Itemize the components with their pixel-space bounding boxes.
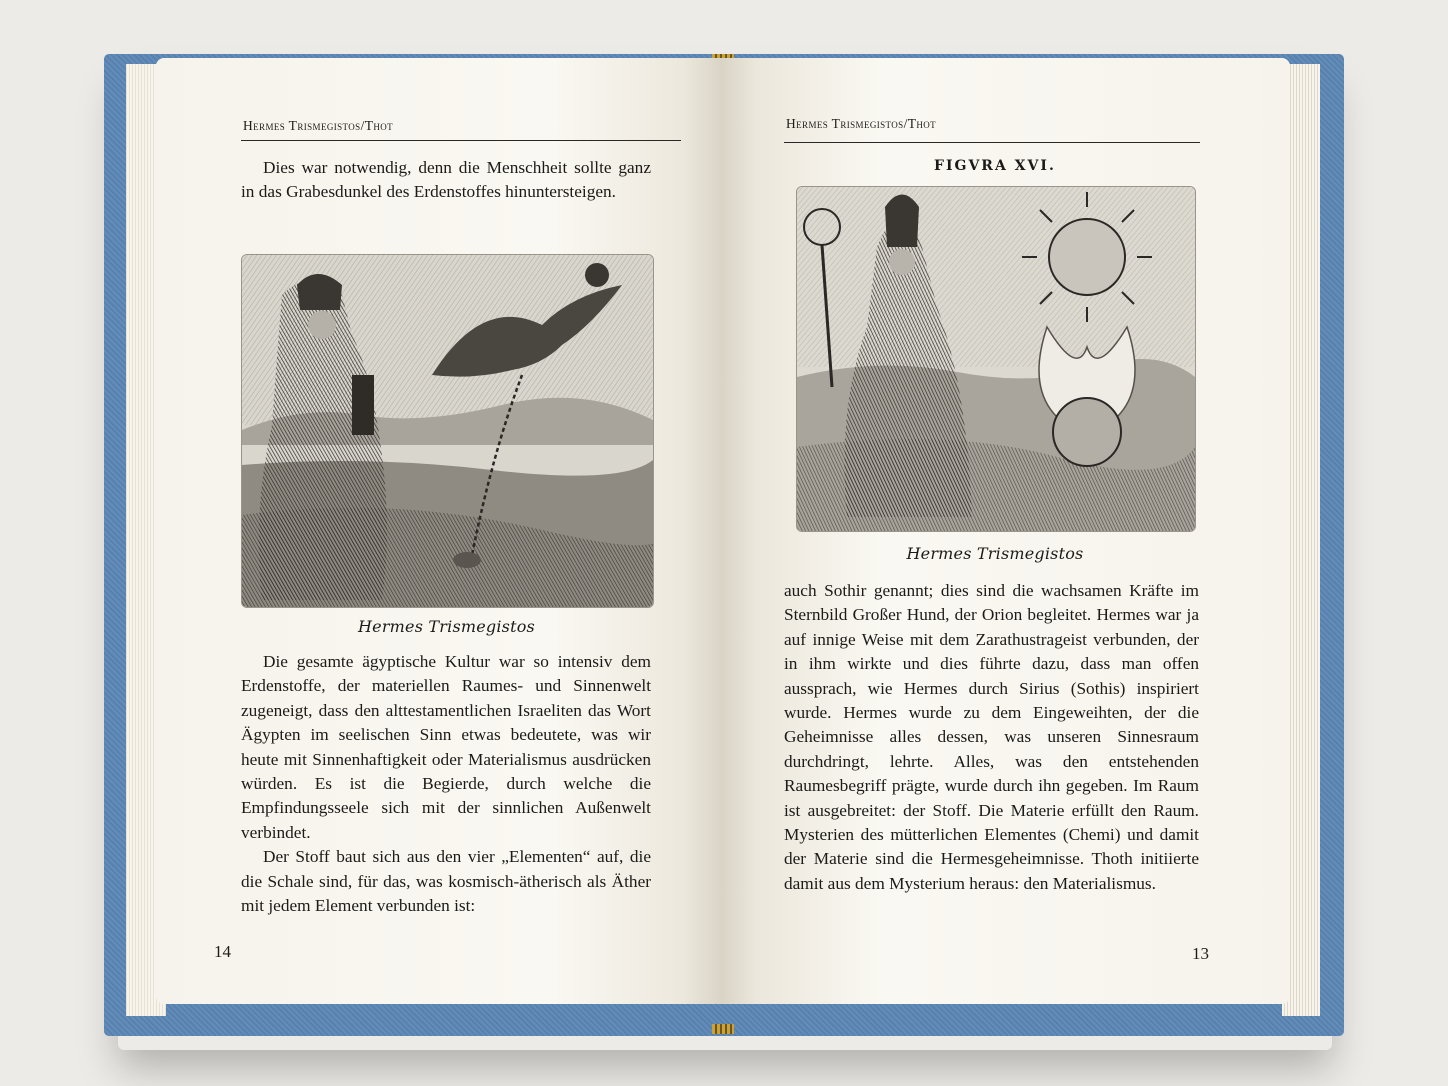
figure-caption: Hermes Trismegistos: [906, 544, 1084, 563]
headband-bottom: [712, 1024, 734, 1034]
body-paragraph-1: auch Sothir genannt; dies sind die wachsamen Kräfte im Sternbild Großer Hund, der Orion begleitet. Hermes war ja auf innige Weise mit dem Zarathustrageist verbunden, der in ihm wirkte und dies führte dazu, dass man offen aussprach, wie Hermes durch Sirius (Sothis) inspiriert wurde. Hermes wurde zu dem Eingeweihten, der die Geheimnisse alles dessen, was unseren Sinnesraum durchdringt, lehrte. Alles, was den entstehenden Raumesbegriff prägte, wurde durch ihn gegeben. Im Raum ist ausgebreitet: der Stoff. Die Materie erfüllt den Raum. Mysterien des mütterlichen Elementes (Chemi) und damit der Materie sind die Hermesgeheimnisse. Thoth initiierte damit aus dem Mysterium heraus: den Materialismus.: [784, 581, 1199, 893]
running-header: Hermes Trismegistos/Thot: [786, 116, 937, 131]
body-text: [241, 650, 651, 918]
body-text: [784, 579, 1199, 896]
running-header: Hermes Trismegistos/Thot: [243, 118, 394, 133]
figure-title: FIGVRA XVI.: [934, 158, 1056, 174]
header-rule: [241, 140, 681, 141]
engraving-hermes-eagle: [241, 254, 654, 608]
header-rule: [784, 142, 1200, 143]
engraving-illustration: [797, 187, 1195, 531]
engraving-illustration: [242, 255, 653, 607]
left-page: [156, 58, 722, 1004]
intro-paragraph: Dies war notwendig, denn die Menschheit sollte ganz in das Grabesdunkel des Erdenstoffes hinuntersteigen.: [241, 158, 651, 202]
intro-text: [241, 156, 651, 205]
right-page: [722, 58, 1290, 1004]
body-paragraph-1: Die gesamte ägyptische Kultur war so intensiv dem Erdenstoffe, der materiellen Raumes- und Sinnenwelt zugeneigt, dass den alttestamentlichen Israeliten das Wort Ägypten im seelischen Sinn etwas bedeutete, was wir heute mit Sinnenhaftigkeit oder Materialismus ausdrücken würden. Es ist die Begierde, durch welche die Empfindungsseele sich mit der sinnlichen Außenwelt verbindet.: [241, 652, 651, 842]
page-number: 14: [214, 942, 231, 961]
figure-caption: Hermes Trismegistos: [358, 617, 535, 636]
page-number: 13: [1192, 944, 1209, 963]
engraving-hermes-sun-moon: [796, 186, 1196, 532]
body-paragraph-2: Der Stoff baut sich aus den vier „Elementen“ auf, die die Schale sind, für das, was kosmisch-ätherisch als Äther mit jedem Element verbunden ist:: [241, 847, 651, 916]
